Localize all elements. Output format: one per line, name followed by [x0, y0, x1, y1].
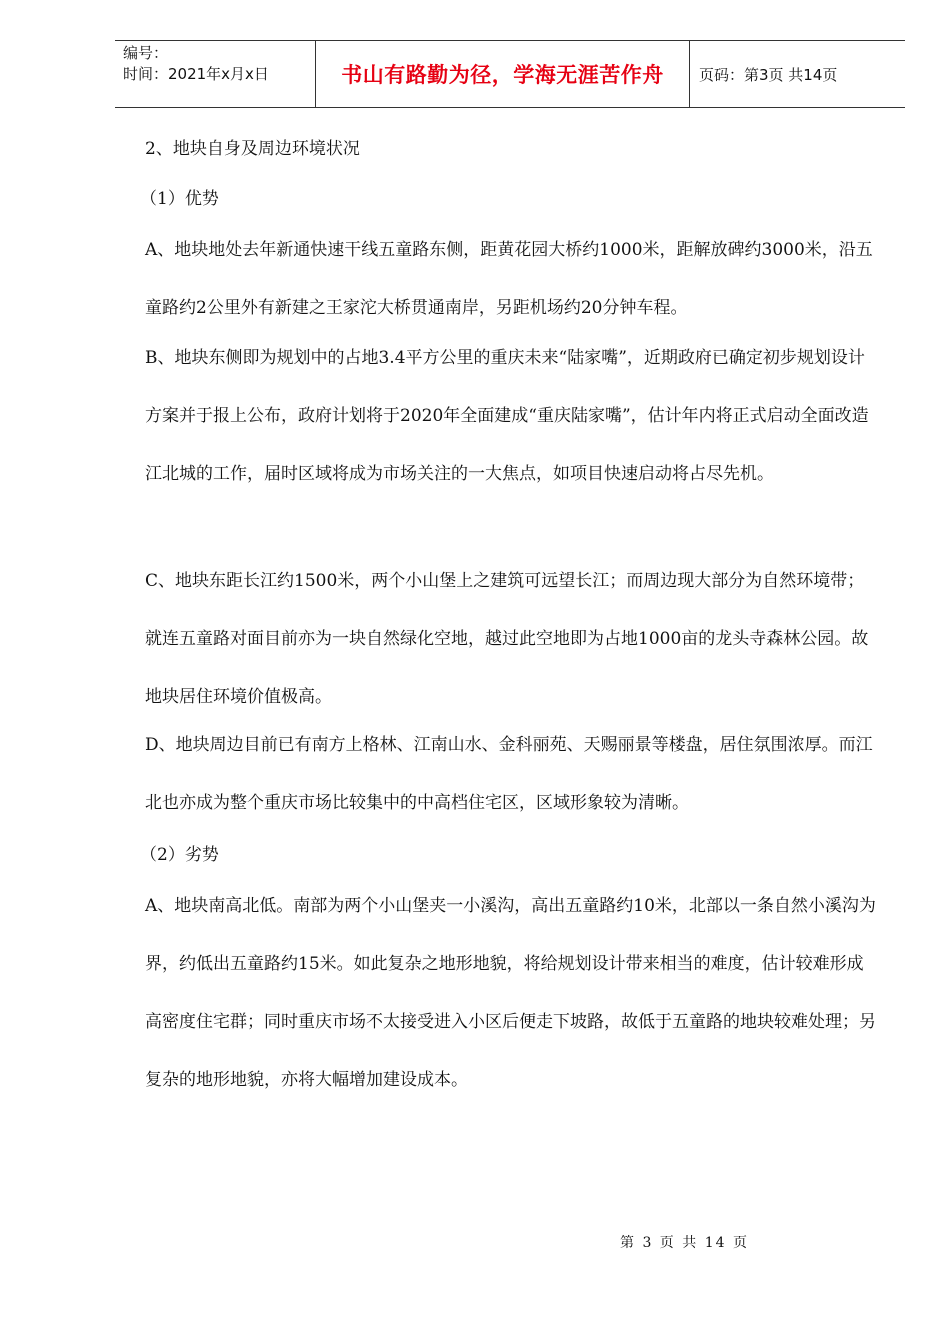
advantage-b-paragraph: B、地块东侧即为规划中的占地3.4平方公里的重庆未来“陆家嘴”，近期政府已确定初步规划设计方案并于报上公布，政府计划将于2020年全面建成“重庆陆家嘴”，估计年内将正式启动全面改造江北城的工作，届时区域将成为市场关注的一大焦点，如项目快速启动将占尽先机。 — [145, 348, 869, 484]
advantages-heading: （1）优势 — [140, 189, 219, 209]
advantage-c-paragraph: C、地块东距长江约1500米，两个小山堡上之建筑可远望长江；而周边现大部分为自然环境带；就连五童路对面目前亦为一块自然绿化空地，越过此空地即为占地1000亩的龙头寺森林公园。故地块居住环境价值极高。 — [145, 571, 869, 707]
advantage-a-paragraph: A、地块地处去年新通快速干线五童路东侧，距黄花园大桥约1000米，距解放碑约3000米，沿五童路约2公里外有新建之王家沱大桥贯通南岸，另距机场约20分钟车程。 — [145, 240, 873, 318]
header-motto: 书山有路勤为径，学海无涯苦作舟 — [316, 41, 690, 107]
header-page-info: 页码：第3页 共14页 — [699, 65, 838, 84]
page-footer: 第 3 页 共 14 页 — [620, 1235, 749, 1251]
advantage-d-paragraph: D、地块周边目前已有南方上格林、江南山水、金科丽苑、天赐丽景等楼盘，居住氛围浓厚。而江北也亦成为整个重庆市场比较集中的中高档住宅区，区域形象较为清晰。 — [145, 735, 873, 813]
document-header — [115, 40, 905, 108]
header-meta — [115, 41, 316, 107]
section-title: 2、地块自身及周边环境状况 — [145, 139, 360, 159]
header-time-label: 时间：2021年x月x日 — [123, 65, 269, 83]
disadvantage-a-paragraph: A、地块南高北低。南部为两个小山堡夹一小溪沟，高出五童路约10米，北部以一条自然小溪沟为界，约低出五童路约15米。如此复杂之地形地貌，将给规划设计带来相当的难度，估计较难形成高密度住宅群；同时重庆市场不太接受进入小区后便走下坡路，故低于五童路的地块较难处理；另复杂的地形地貌，亦将大幅增加建设成本。 — [145, 896, 876, 1090]
disadvantages-heading: （2）劣势 — [140, 845, 219, 865]
header-number-label: 编号： — [123, 44, 169, 62]
